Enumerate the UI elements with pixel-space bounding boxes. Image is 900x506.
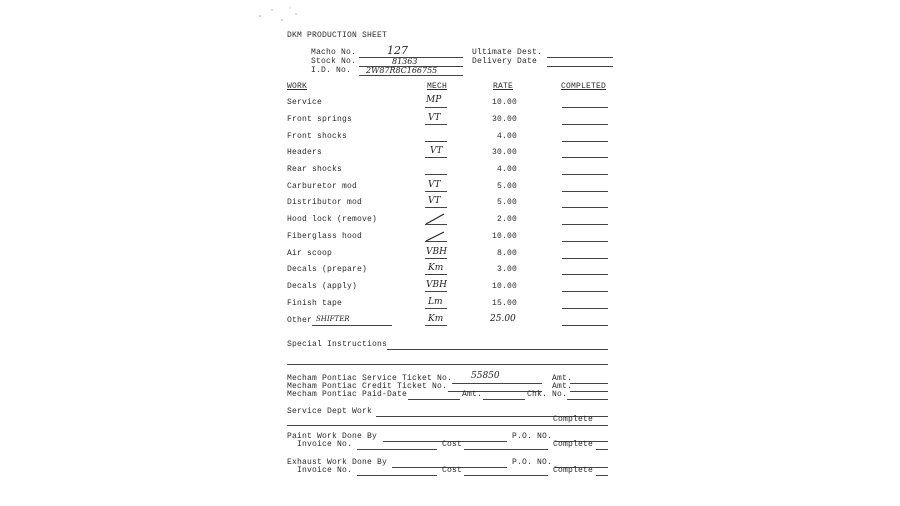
row-work: Decals (apply) (287, 282, 358, 291)
paint-po: P.O. NO. (512, 432, 553, 441)
row-completed-line (562, 291, 608, 292)
row-rate: 5.00 (497, 182, 518, 191)
row-rate: 30.00 (492, 148, 518, 157)
row-mech-line (425, 308, 447, 309)
row-rate: 15.00 (492, 299, 518, 308)
row-mech-line (425, 207, 447, 208)
row-mech-line (425, 224, 447, 225)
delivery-date-line (547, 66, 613, 67)
macho-value: 127 (387, 44, 408, 57)
row-mech: MP (426, 95, 442, 105)
service-dept-label: Service Dept Work (287, 407, 373, 416)
paint-invoice-line (357, 449, 437, 450)
paint-cost-line (464, 449, 548, 450)
row-rate: 3.00 (497, 265, 518, 274)
exhaust-invoice: Invoice No. (297, 466, 353, 475)
amt-label: Amt. (552, 374, 573, 383)
sheet-title: DKM PRODUCTION SHEET (287, 31, 388, 40)
row-mech: VBH (426, 280, 447, 290)
row-mech-line (425, 241, 447, 242)
stock-label: Stock No. (311, 57, 357, 66)
credit-ticket-label: Mecham Pontiac Credit Ticket No. (287, 382, 448, 391)
special-instructions-line (387, 349, 608, 350)
row-mech: VT (428, 180, 441, 190)
exhaust-label: Exhaust Work Done By (287, 458, 388, 467)
row-mech-line (425, 258, 447, 259)
row-rate: 8.00 (497, 249, 518, 258)
row-mech-line (425, 141, 447, 142)
paid-date-line (408, 399, 460, 400)
row-mech-line (425, 157, 447, 158)
row-completed-line (562, 124, 608, 125)
special-instructions-line-2 (287, 364, 608, 365)
row-mech-line (425, 107, 447, 108)
other-label: Other (287, 316, 313, 325)
row-work: Distributor mod (287, 198, 363, 207)
row-rate: 5.00 (497, 198, 518, 207)
paint-invoice: Invoice No. (297, 440, 353, 449)
other-rate: 25.00 (490, 314, 516, 324)
row-work: Front shocks (287, 132, 348, 141)
other-mech-line (425, 325, 447, 326)
chk-label: Chk. No. (527, 390, 568, 399)
exhaust-cost: Cost (442, 466, 463, 475)
row-rate: 4.00 (497, 132, 518, 141)
id-label: I.D. No. (311, 66, 352, 75)
other-completed-line (562, 325, 608, 326)
row-work: Air scoop (287, 249, 333, 258)
row-mech-line (425, 191, 447, 192)
row-mech-line (425, 124, 447, 125)
col-mech: MECH (427, 82, 448, 91)
col-rate: RATE (493, 82, 514, 91)
row-rate: 4.00 (497, 165, 518, 174)
exhaust-invoice-line (357, 475, 437, 476)
row-work: Service (287, 98, 323, 107)
row-mech: Lm (428, 297, 443, 307)
row-rate: 10.00 (492, 98, 518, 107)
chk-line (567, 399, 608, 400)
service-ticket-value: 55850 (471, 371, 500, 381)
row-completed-line (562, 207, 608, 208)
stock-value: 81363 (392, 57, 418, 66)
special-instructions-label: Special Instructions (287, 340, 388, 349)
paint-cost: Cost (442, 440, 463, 449)
other-line (312, 325, 392, 326)
row-completed-line (562, 157, 608, 158)
amt-line (570, 391, 608, 392)
amt-line (483, 399, 525, 400)
row-completed-line (562, 174, 608, 175)
paint-complete-line (596, 449, 608, 450)
row-completed-line (562, 191, 608, 192)
exhaust-complete-line (596, 475, 608, 476)
amt-label: Amt. (552, 382, 573, 391)
amt-label: Amt. (462, 390, 483, 399)
row-work: Finish tape (287, 299, 343, 308)
col-completed: COMPLETED (561, 82, 607, 91)
other-mech: Km (428, 314, 444, 324)
row-rate: 2.00 (497, 215, 518, 224)
row-work: Hood lock (remove) (287, 215, 378, 224)
row-mech-line (425, 174, 447, 175)
ultimate-dest-label: Ultimate Dest. (472, 48, 543, 57)
row-completed-line (562, 224, 608, 225)
amt-line (570, 383, 608, 384)
delivery-date-label: Delivery Date (472, 57, 538, 66)
paint-label: Paint Work Done By (287, 432, 378, 441)
row-mech: VT (428, 196, 441, 206)
exhaust-po: P.O. NO. (512, 458, 553, 467)
row-rate: 10.00 (492, 232, 518, 241)
service-ticket-label: Mecham Pontiac Service Ticket No. (287, 374, 453, 383)
col-work: WORK (287, 82, 308, 91)
paid-date-label: Mecham Pontiac Paid-Date (287, 390, 408, 399)
row-mech: VT (430, 146, 443, 156)
row-completed-line (562, 141, 608, 142)
row-work: Fiberglass hood (287, 232, 363, 241)
row-mech: Km (428, 263, 444, 273)
service-ticket-line (452, 383, 542, 384)
row-mech-line (425, 291, 447, 292)
row-work: Front springs (287, 115, 353, 124)
macho-label: Macho No. (311, 48, 357, 57)
row-work: Carburetor mod (287, 182, 358, 191)
row-work: Headers (287, 148, 323, 157)
paint-complete: Complete (553, 440, 594, 449)
row-rate: 30.00 (492, 115, 518, 124)
row-mech-line (425, 274, 447, 275)
id-line (359, 75, 463, 76)
row-completed-line (562, 258, 608, 259)
id-value: 2W87R8C166755 (366, 66, 438, 75)
ultimate-dest-line (547, 57, 613, 58)
row-completed-line (562, 107, 608, 108)
scan-specks (250, 2, 310, 32)
row-work: Decals (prepare) (287, 265, 368, 274)
row-work: Rear shocks (287, 165, 343, 174)
row-mech: VT (428, 113, 441, 123)
row-completed-line (562, 241, 608, 242)
service-dept-complete: Complete (553, 415, 594, 424)
other-value: SHIFTER (316, 315, 350, 323)
row-rate: 10.00 (492, 282, 518, 291)
row-completed-line (562, 274, 608, 275)
exhaust-complete: Complete (553, 466, 594, 475)
service-dept-line-2 (287, 425, 608, 426)
row-completed-line (562, 308, 608, 309)
exhaust-cost-line (464, 475, 548, 476)
row-mech: VBH (426, 247, 447, 257)
